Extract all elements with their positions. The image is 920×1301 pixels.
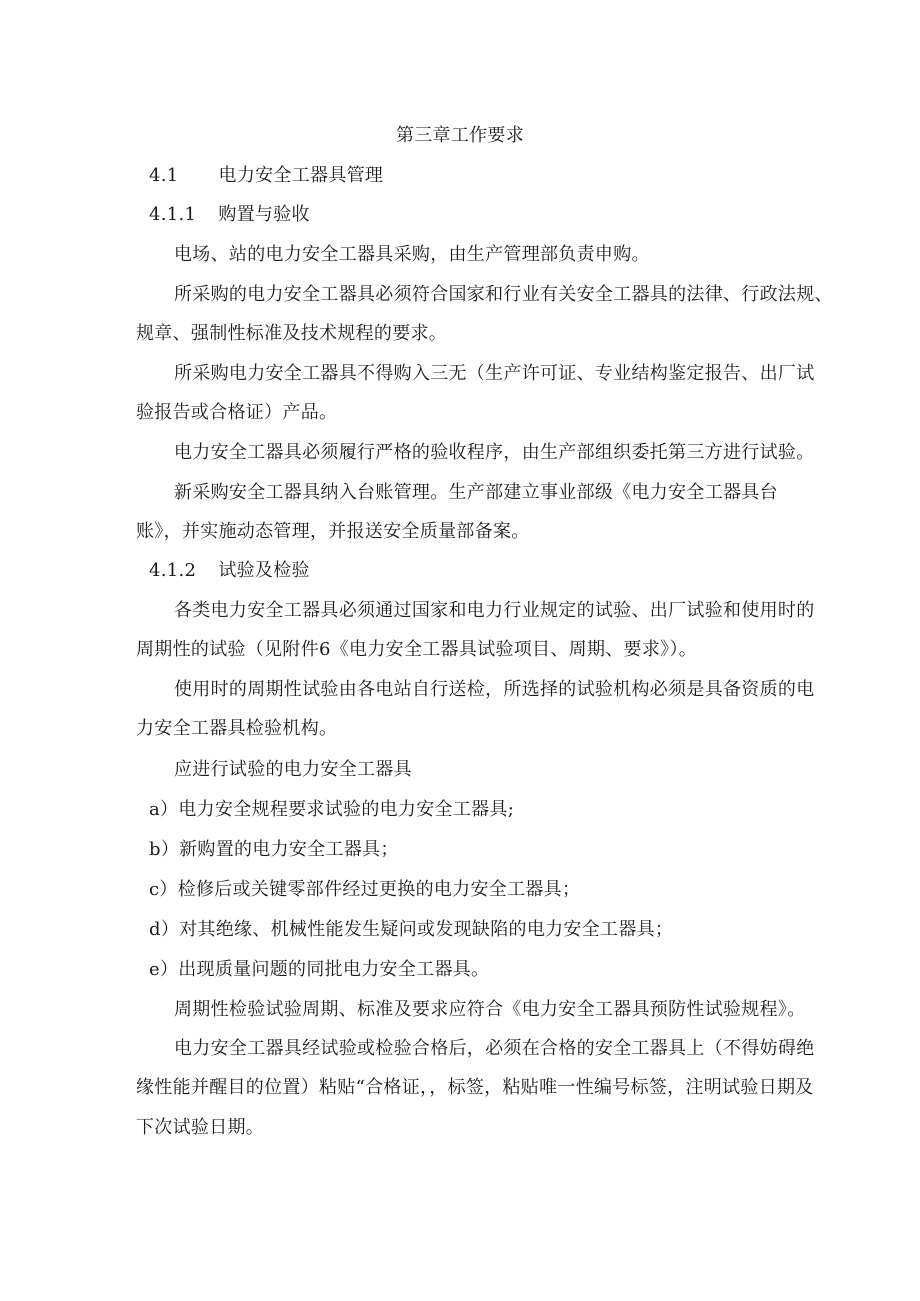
paragraph-line: 缘性能并醒目的位置）粘贴“合格证，，标签，粘贴唯一性编号标签，注明试验日期及 (136, 1077, 814, 1098)
paragraph-line: 使用时的周期性试验由各电站自行送检，所选择的试验机构必须是具备资质的电 (174, 679, 815, 700)
section-title: 购置与验收 (218, 204, 310, 225)
paragraph-line: 规章、强制性标准及技术规程的要求。 (136, 323, 448, 344)
section-title: 电力安全工器具管理 (218, 165, 384, 186)
paragraph: 电场、站的电力安全工器具采购，由生产管理部负责申购。 (174, 244, 650, 265)
paragraph-line: 所采购的电力安全工器具必须符合国家和行业有关安全工器具的法律、行政法规、 (174, 284, 833, 305)
section-heading-4-1-2 (149, 559, 310, 583)
paragraph-line: 账》，并实施动态管理，并报送安全质量部备案。 (136, 521, 530, 542)
section-heading-4-1 (149, 164, 383, 188)
paragraph-line: 新采购安全工器具纳入台账管理。生产部建立事业部级《电力安全工器具台 (174, 482, 778, 503)
paragraph-line: 所采购电力安全工器具不得购入三无（生产许可证、专业结构鉴定报告、出厂试 (174, 363, 815, 384)
paragraph-line: 周期性的试验（见附件6《电力安全工器具试验项目、周期、要求》）。 (136, 639, 698, 660)
section-number: 4.1.2 (149, 560, 197, 581)
paragraph: 应进行试验的电力安全工器具 (174, 759, 412, 780)
paragraph-line: 下次试验日期。 (136, 1117, 265, 1138)
paragraph-line: 电力安全工器具经试验或检验合格后，必须在合格的安全工器具上（不得妨碍绝 (174, 1038, 815, 1059)
list-item: c）检修后或关键零部件经过更换的电力安全工器具； (149, 879, 581, 900)
paragraph-line: 各类电力安全工器具必须通过国家和电力行业规定的试验、出厂试验和使用时的 (174, 600, 815, 621)
paragraph: 周期性检验试验周期、标准及要求应符合《电力安全工器具预防性试验规程》。 (174, 999, 806, 1020)
section-title: 试验及检验 (218, 560, 310, 581)
list-item: d）对其绝缘、机械性能发生疑问或发现缺陷的电力安全工器具； (149, 919, 674, 940)
list-item: e）出现质量问题的同批电力安全工器具。 (149, 959, 490, 980)
list-item: a）电力安全规程要求试验的电力安全工器具; (149, 799, 515, 820)
paragraph-line: 验报告或合格证）产品。 (136, 402, 338, 423)
paragraph: 电力安全工器具必须履行严格的验收程序，由生产部组织委托第三方进行试验。 (174, 442, 815, 463)
section-number: 4.1 (149, 165, 179, 186)
section-heading-4-1-1 (149, 203, 310, 227)
paragraph-line: 力安全工器具检验机构。 (136, 718, 338, 739)
chapter-title: 第三章工作要求 (395, 125, 525, 146)
section-number: 4.1.1 (149, 204, 197, 225)
list-item: b）新购置的电力安全工器具； (149, 839, 399, 860)
